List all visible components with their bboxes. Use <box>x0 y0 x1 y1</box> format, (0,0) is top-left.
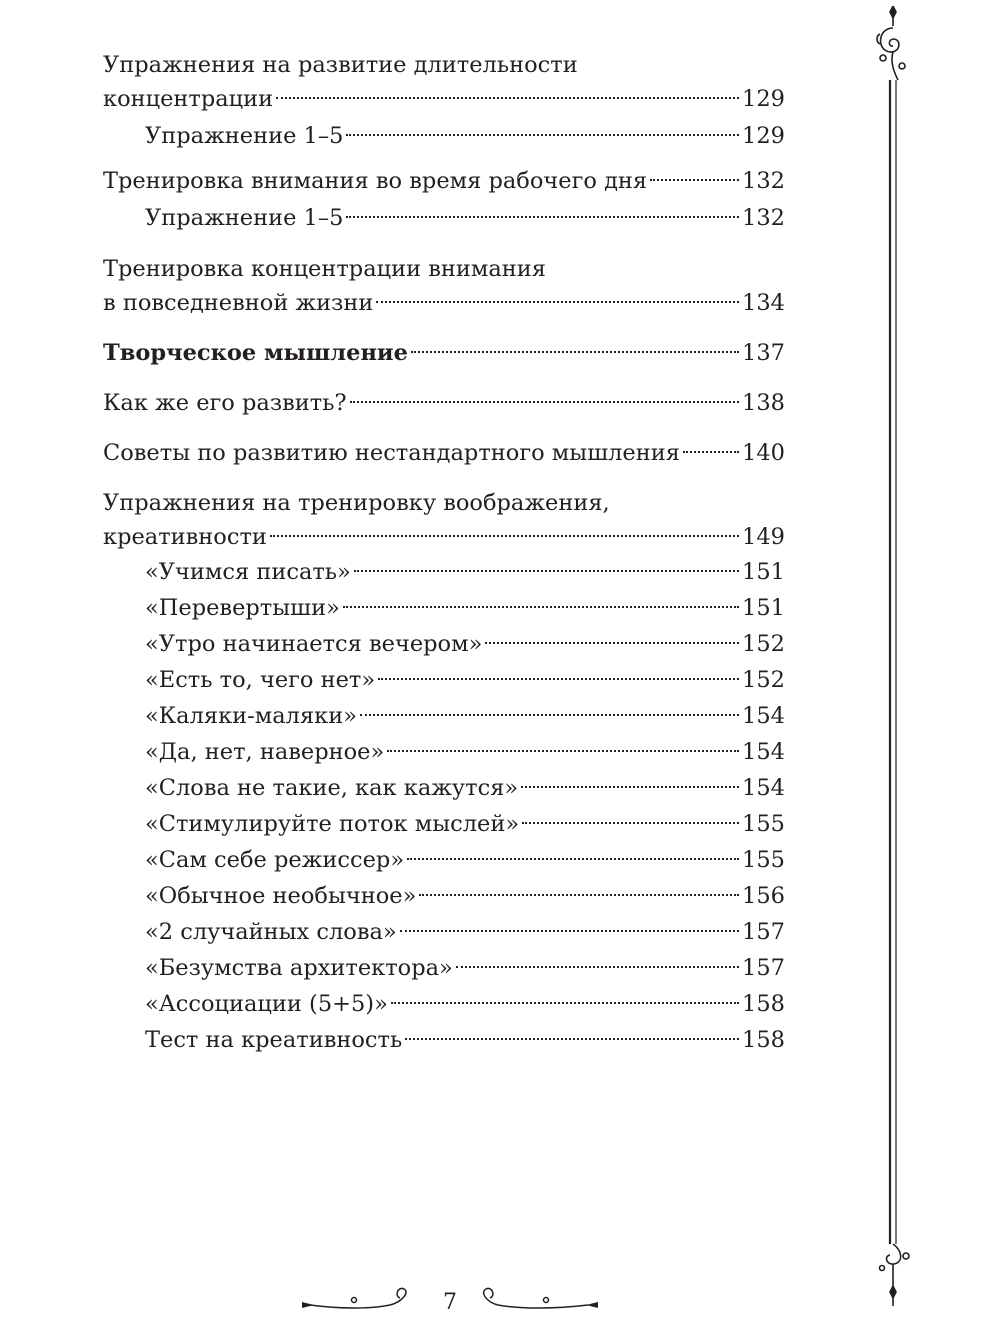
toc-entry-page: 155 <box>742 847 785 873</box>
dot-leader <box>346 134 739 136</box>
toc-entry-page: 152 <box>742 667 785 693</box>
toc-entry-page: 158 <box>742 991 785 1017</box>
toc-entry-page: 155 <box>742 811 785 837</box>
toc-entry-title: «Безумства архитектора» <box>145 955 453 981</box>
toc-entry-title: «Каляки-маляки» <box>145 703 357 729</box>
dot-leader <box>360 714 739 716</box>
toc-entry[interactable] <box>103 252 785 320</box>
toc-entry-page: 140 <box>742 440 785 466</box>
toc-entry[interactable] <box>103 386 785 420</box>
page-number: 7 <box>443 1290 457 1315</box>
toc-entry-page: 154 <box>742 739 785 765</box>
toc-entry-page: 152 <box>742 631 785 657</box>
toc-entry[interactable] <box>103 590 785 626</box>
toc-entry[interactable] <box>103 842 785 878</box>
toc-entry-page: 132 <box>742 205 785 231</box>
toc-entry-title: креативности <box>103 524 267 550</box>
toc-entry-page: 157 <box>742 955 785 981</box>
dot-leader <box>354 570 739 572</box>
dot-leader <box>276 97 739 99</box>
toc-entry[interactable] <box>103 698 785 734</box>
toc-entry[interactable] <box>103 770 785 806</box>
dot-leader <box>376 301 739 303</box>
toc-entry-title: «Перевертыши» <box>145 595 340 621</box>
toc-entry-page: 151 <box>742 559 785 585</box>
toc-entry-page: 129 <box>742 86 785 112</box>
toc-entry[interactable] <box>103 118 785 154</box>
toc-entry[interactable] <box>103 914 785 950</box>
dot-leader <box>650 179 739 181</box>
dot-leader <box>411 351 739 353</box>
toc-entry-title: «Ассоциации (5+5)» <box>145 991 388 1017</box>
dot-leader <box>346 216 739 218</box>
toc-entry[interactable] <box>103 1022 785 1058</box>
toc-entry-title-line1: Тренировка концентрации внимания <box>103 256 546 282</box>
dot-leader <box>522 822 739 824</box>
decorative-border-icon <box>868 6 918 1316</box>
dot-leader <box>343 606 739 608</box>
toc-entry[interactable] <box>103 986 785 1022</box>
toc-entry-page: 154 <box>742 775 785 801</box>
toc-entry-page: 132 <box>742 168 785 194</box>
toc-entry-title: «Слова не такие, как кажутся» <box>145 775 519 801</box>
toc-entry-title: «2 случайных слова» <box>145 919 397 945</box>
toc-entry-title: «Учимся писать» <box>145 559 351 585</box>
dot-leader <box>456 966 739 968</box>
toc-entry-page: 134 <box>742 290 785 316</box>
dot-leader <box>270 535 739 537</box>
table-of-contents <box>103 48 785 1058</box>
toc-entry-page: 138 <box>742 390 785 416</box>
dot-leader <box>391 1002 739 1004</box>
toc-entry[interactable] <box>103 554 785 590</box>
toc-entry-page: 151 <box>742 595 785 621</box>
dot-leader <box>407 858 739 860</box>
toc-entry-title: «Обычное необычное» <box>145 883 417 909</box>
toc-entry-title: Как же его развить? <box>103 390 347 416</box>
toc-entry-title: концентрации <box>103 86 274 112</box>
toc-entry-title-line1: Упражнения на развитие длительности <box>103 52 578 78</box>
toc-entry-title: «Утро начинается вечером» <box>145 631 483 657</box>
dot-leader <box>683 451 739 453</box>
toc-entry-page: 129 <box>742 123 785 149</box>
toc-entry-page: 137 <box>742 340 785 366</box>
toc-entry-title: «Стимулируйте поток мыслей» <box>145 811 520 837</box>
toc-entry-title: Советы по развитию нестандартного мышления <box>103 440 680 466</box>
toc-entry-title: Тест на креативность <box>145 1027 403 1053</box>
toc-entry-chapter[interactable] <box>103 336 785 370</box>
toc-entry[interactable] <box>103 734 785 770</box>
toc-entry-page: 154 <box>742 703 785 729</box>
toc-entry[interactable] <box>103 878 785 914</box>
toc-entry[interactable] <box>103 436 785 470</box>
toc-entry-page: 158 <box>742 1027 785 1053</box>
dot-leader <box>485 642 739 644</box>
dot-leader <box>400 930 739 932</box>
toc-entry-page: 156 <box>742 883 785 909</box>
toc-entry[interactable] <box>103 486 785 554</box>
dot-leader <box>387 750 739 752</box>
toc-entry-title: Упражнение 1–5 <box>145 205 344 231</box>
toc-entry-title-line1: Упражнения на тренировку воображения, <box>103 490 610 516</box>
toc-entry[interactable] <box>103 806 785 842</box>
dot-leader <box>378 678 739 680</box>
toc-entry-title: Упражнение 1–5 <box>145 123 344 149</box>
dot-leader <box>521 786 739 788</box>
toc-entry[interactable] <box>103 164 785 198</box>
toc-entry-title: в повседневной жизни <box>103 290 374 316</box>
dot-leader <box>405 1038 739 1040</box>
toc-entry-title: «Да, нет, наверное» <box>145 739 385 765</box>
toc-entry[interactable] <box>103 48 785 116</box>
toc-entry-title: «Есть то, чего нет» <box>145 667 376 693</box>
toc-entry-page: 157 <box>742 919 785 945</box>
toc-entry[interactable] <box>103 626 785 662</box>
toc-entry[interactable] <box>103 950 785 986</box>
toc-entry-title: «Сам себе режиссер» <box>145 847 405 873</box>
dot-leader <box>350 401 740 403</box>
toc-entry[interactable] <box>103 662 785 698</box>
toc-entry-title: Тренировка внимания во время рабочего дня <box>103 168 648 194</box>
toc-entry-title: Творческое мышление <box>103 340 408 366</box>
toc-entry[interactable] <box>103 200 785 236</box>
dot-leader <box>419 894 739 896</box>
toc-entry-page: 149 <box>742 524 785 550</box>
